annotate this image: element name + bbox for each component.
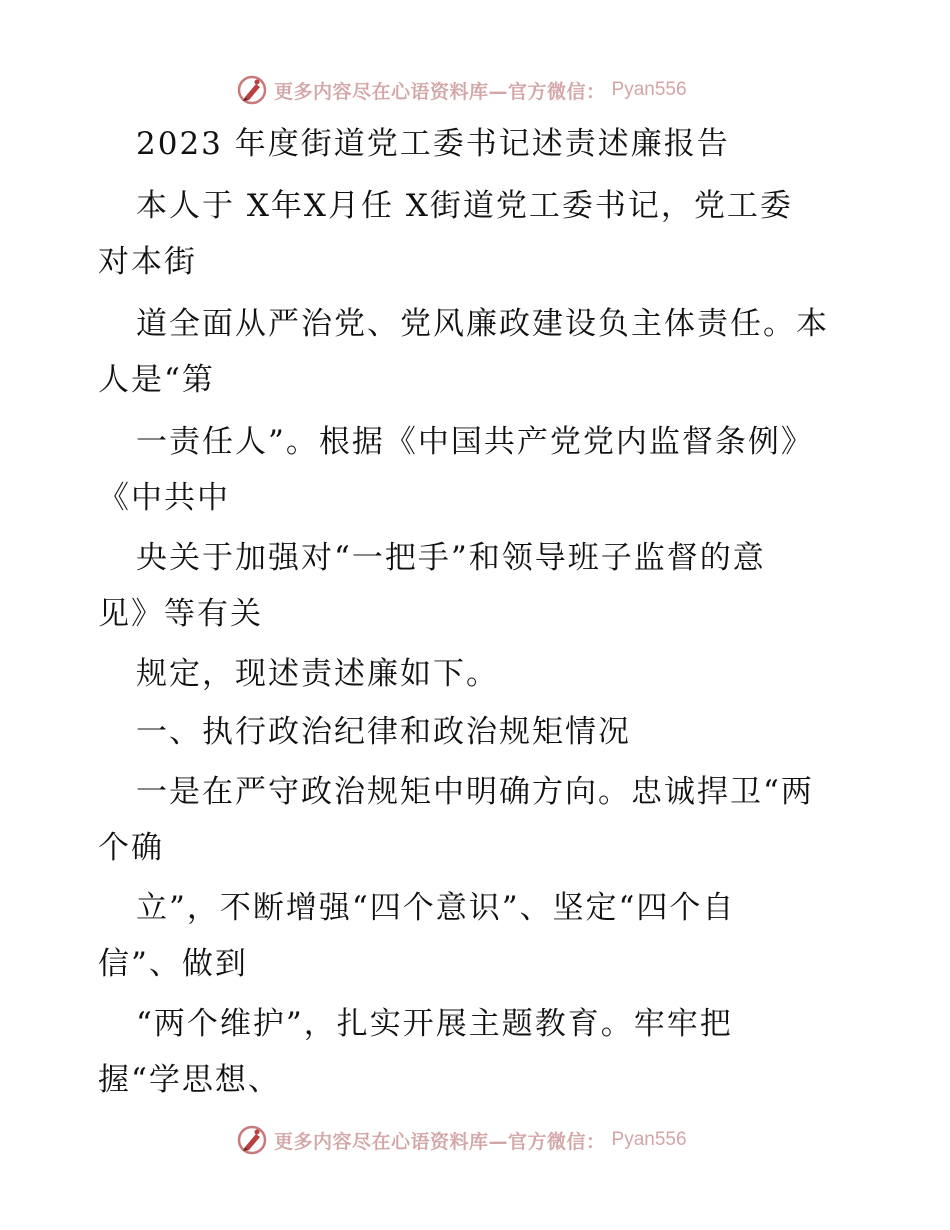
watermark-text: 更多内容尽在心语资料库—官方微信： — [274, 80, 606, 103]
watermark-text: 更多内容尽在心语资料库—官方微信： — [274, 1130, 606, 1153]
paragraph-line: 本人于 X年X月任 X街道党工委书记，党工委 — [136, 188, 793, 224]
paragraph-line: 《中共中 — [98, 480, 230, 516]
footer-watermark — [236, 1122, 687, 1158]
paragraph-line: 握“学思想、 — [98, 1062, 281, 1098]
paragraph-line: 一责任人”。根据《中国共产党党内监督条例》 — [136, 424, 814, 460]
paragraph-line: 立”，不断增强“四个意识”、坚定“四个自 — [136, 890, 736, 926]
document-title: 2023 年度街道党工委书记述责述廉报告 — [136, 126, 730, 162]
header-watermark — [236, 72, 687, 108]
paragraph-line: 央关于加强对“一把手”和领导班子监督的意 — [136, 540, 766, 576]
section-heading: 一、执行政治纪律和政治规矩情况 — [136, 714, 631, 750]
paragraph-line: 一是在严守政治规矩中明确方向。忠诚捍卫“两 — [136, 774, 814, 810]
pen-nib-circle-icon — [236, 74, 268, 106]
watermark-id: Pyan556 — [611, 79, 687, 100]
paragraph-line: 见》等有关 — [98, 596, 263, 632]
paragraph-line: 对本街 — [98, 244, 197, 280]
paragraph-line: 规定，现述责述廉如下。 — [136, 656, 499, 692]
pen-nib-circle-icon — [236, 1124, 268, 1156]
paragraph-line: 个确 — [98, 830, 164, 866]
paragraph-line: 道全面从严治党、党风廉政建设负主体责任。本 — [136, 306, 829, 342]
paragraph-line: 信”、做到 — [98, 946, 248, 982]
paragraph-line: “两个维护”，扎实开展主题教育。牢牢把 — [136, 1006, 733, 1042]
watermark-id: Pyan556 — [611, 1129, 687, 1150]
paragraph-line: 人是“第 — [98, 362, 215, 398]
